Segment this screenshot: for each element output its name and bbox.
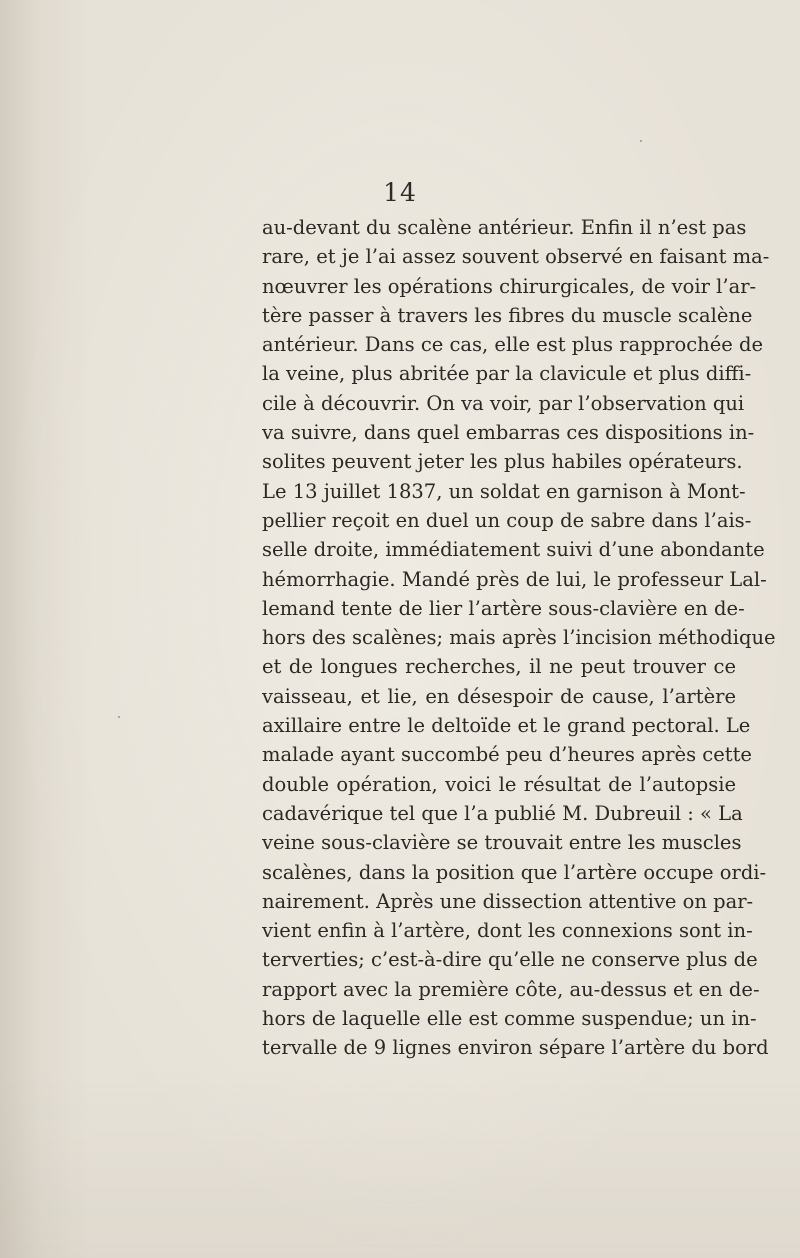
text-line: tervalle de 9 lignes environ sépare l’artère du bord [262, 1036, 769, 1060]
text-line: tère passer à travers les fibres du muscle scalène [262, 303, 753, 327]
text-line: double opération, voici le résultat de l’autopsie [262, 772, 736, 796]
text-line: hors de laquelle elle est comme suspendue; un in- [262, 1007, 757, 1031]
text-line: va suivre, dans quel embarras ces dispositions in- [262, 421, 755, 445]
text-line: Le 13 juillet 1837, un soldat en garnison à Mont- [262, 479, 746, 503]
text-line: vient enfin à l’artère, dont les connexions sont in- [262, 919, 753, 943]
text-line: nairement. Après une dissection attentive on par- [262, 889, 754, 913]
paper-speck [118, 716, 120, 718]
text-line: rapport avec la première côte, au-dessus et en de- [262, 977, 760, 1001]
paper-speck [345, 1048, 347, 1050]
text-line: vaisseau, et lie, en désespoir de cause, l’artère [262, 684, 736, 708]
text-line: antérieur. Dans ce cas, elle est plus rapprochée de [262, 333, 764, 357]
text-line: hémorrhagie. Mandé près de lui, le professeur Lal- [262, 567, 767, 591]
text-line: selle droite, immédiatement suivi d’une abondante [262, 538, 765, 562]
text-line: pellier reçoit en duel un coup de sabre dans l’ais- [262, 508, 752, 532]
text-line: malade ayant succombé peu d’heures après cette [262, 743, 752, 767]
text-line: la veine, plus abritée par la clavicule et plus diffi- [262, 362, 752, 386]
text-line: cile à découvrir. On va voir, par l’observation qui [262, 391, 745, 415]
paper-speck [640, 140, 642, 142]
text-line: et de longues recherches, il ne peut trouver ce [262, 655, 736, 679]
text-line: hors des scalènes; mais après l’incision méthodique [262, 626, 776, 650]
text-line: solites peuvent jeter les plus habiles opérateurs. [262, 450, 743, 474]
text-line: cadavérique tel que l’a publié M. Dubreuil : « La [262, 801, 743, 825]
page-number: 14 [383, 178, 417, 207]
text-line: au-devant du scalène antérieur. Enfin il n’est pas [262, 216, 747, 239]
text-line: terverties; c’est-à-dire qu’elle ne conserve plus de [262, 948, 758, 972]
text-line: axillaire entre le deltoïde et le grand pectoral. Le [262, 714, 751, 738]
text-line: lemand tente de lier l’artère sous-clavière en de- [262, 596, 745, 620]
text-line: veine sous-clavière se trouvait entre les muscles [262, 831, 742, 855]
text-line: scalènes, dans la position que l’artère occupe ordi- [262, 860, 767, 884]
body-text [262, 213, 776, 1063]
text-line: nœuvrer les opérations chirurgicales, de voir l’ar- [262, 274, 757, 298]
text-line: rare, et je l’ai assez souvent observé en faisant ma- [262, 245, 770, 269]
